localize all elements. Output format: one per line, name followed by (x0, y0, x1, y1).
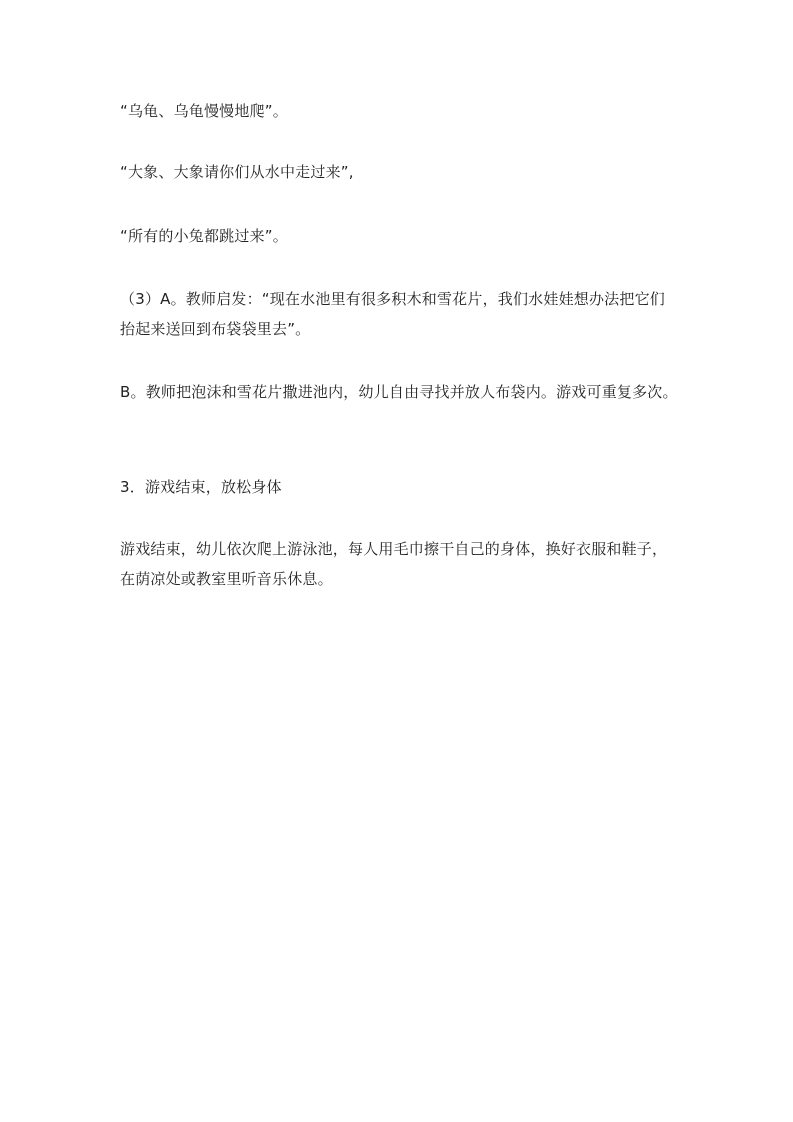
section-heading-game-end: 3．游戏结束，放松身体 (120, 478, 282, 496)
paragraph-rabbit-chant: “所有的小兔都跳过来”。 (120, 227, 288, 245)
paragraph-tortoise-chant: “乌龟、乌龟慢慢地爬”。 (120, 102, 288, 120)
paragraph-elephant-chant: “大象、大象请你们从水中走过来”, (120, 163, 354, 181)
paragraph-game-end: 游戏结束，幼儿依次爬上游泳池，每人用毛巾擦干自己的身体，换好衣服和鞋子，在荫凉处或教室里听音乐休息。 (120, 540, 668, 588)
paragraph-step-b: B。教师把泡沫和雪花片撒进池内，幼儿自由寻找并放人布袋内。游戏可重复多次。 (120, 383, 678, 401)
paragraph-step-3a: （3）A。教师启发：“现在水池里有很多积木和雪花片，我们水娃娃想办法把它们抬起来送回到布袋袋里去”。 (120, 290, 665, 338)
